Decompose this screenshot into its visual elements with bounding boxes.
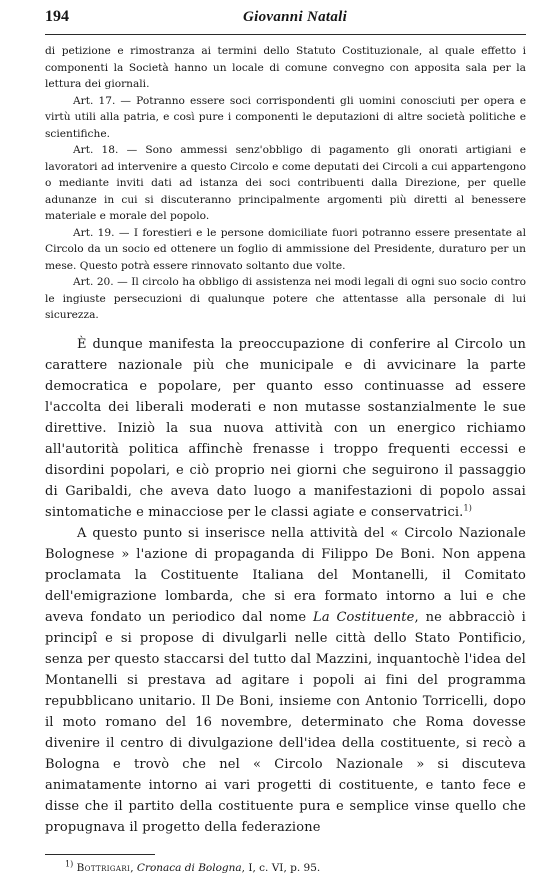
footnote-separator: , bbox=[130, 861, 137, 874]
footnote-reference-detail: , I, c. VI, p. 95. bbox=[241, 861, 321, 874]
footnote bbox=[45, 861, 526, 876]
body-text bbox=[45, 334, 526, 838]
paragraph-2-text-b: , ne abbracciò i principî e si propose di divulgarli nelle città dello Stato Pontificio, senza per questo staccarsi del tutto dal Mazzini, inquantochè l'idea del Montanelli si prestava ad agitare i popoli ai fini del programma repubblicano unitario. Il De Boni, insieme con Antonio Torricelli, dopo il moto romano del 16 novembre, determinato che Roma dovesse divenire il centro di divulgazione dell'idea della costituente, si recò a Bologna e trovò che nel « Circolo Nazionale » si discuteva animatamente intorno ai vari progetti di costituente, e tanto fece e disse che il partito della costituente pura e semplice vinse quello che propugnava il progetto della federazione bbox=[45, 609, 526, 835]
paragraph-1-text: È dunque manifesta la preoccupazione di conferire al Circolo un carattere nazionale più che municipale e di avvicinare la parte democratica e popolare, per quanto esso continuasse ad essere l'accolta dei liberali moderati e non mutasse sostanzialmente le sue direttive. Iniziò la sua nuova attività con un energico richiamo all'autorità politica affinchè frenasse i troppo frequenti eccessi e disordini popolari, e ciò proprio nei giorni che seguirono il passaggio di Garibaldi, che aveva dato luogo a manifestazioni di popolo assai sintomatiche e minacciose per le classi agiate e conservatrici. bbox=[45, 336, 526, 520]
paragraph-1 bbox=[45, 334, 526, 523]
article-19: Art. 19. — I forestieri e le persone domiciliate fuori potranno essere presentate al Circolo da un socio ed ottenere un foglio di ammissione del Presidente, duraturo per un mese. Questo potrà essere rinnovato soltanto due volte. bbox=[45, 226, 526, 272]
header-rule bbox=[45, 34, 526, 35]
article-20: Art. 20. — Il circolo ha obbligo di assistenza nei modi legali di ogni suo socio contro le ingiuste persecuzioni di qualunque potere che attentasse alla personale di lui sicurezza. bbox=[45, 276, 526, 321]
footnote-mark: 1) bbox=[65, 859, 74, 868]
running-title: Giovanni Natali bbox=[243, 9, 348, 25]
footnote-reference: 1) bbox=[463, 503, 472, 513]
footnote-rule bbox=[45, 854, 155, 855]
periodical-title: La Costituente bbox=[313, 609, 415, 625]
statute-articles bbox=[45, 43, 526, 324]
paragraph-2-text-a: A questo punto si inserisce nella attività del « Circolo Nazionale Bolognese » l'azione di propaganda di Filippo De Boni. Non appena proclamata la Costituente Italiana del Montanelli, il Comitato dell'emigrazione lombarda, che si era formato intorno a lui e che aveva fondato un periodico dal nome bbox=[45, 525, 526, 625]
footnote-author: Bottrigari bbox=[76, 861, 131, 874]
article-18: Art. 18. — Sono ammessi senz'obbligo di pagamento gli onorati artigiani e lavoratori ad intervenire a questo Circolo e come deputati dei Circoli a cui appartengono o mediante inviti dati ad istanza dei soci contribuenti dalla Direzione, per quelle adunanze in cui si discuteranno principalmente argomenti più diretti al benessere materiale e morale del popolo. bbox=[45, 144, 526, 222]
page-number: 194 bbox=[45, 8, 69, 25]
page-header bbox=[45, 8, 526, 34]
paragraph-2 bbox=[45, 523, 526, 838]
article-17: Art. 17. — Potranno essere soci corrispondenti gli uomini conosciuti per opera e virtù utili alla patria, e così pure i componenti le deputazioni di altre società politiche e scientifiche. bbox=[45, 94, 526, 140]
article-continuation: di petizione e rimostranza ai termini dello Statuto Costituzionale, al quale effetto i componenti la Società hanno un locale di comune convegno con apposita sala per la lettura dei giornali. bbox=[45, 45, 526, 90]
footnote-title: Cronaca di Bologna bbox=[136, 861, 242, 874]
